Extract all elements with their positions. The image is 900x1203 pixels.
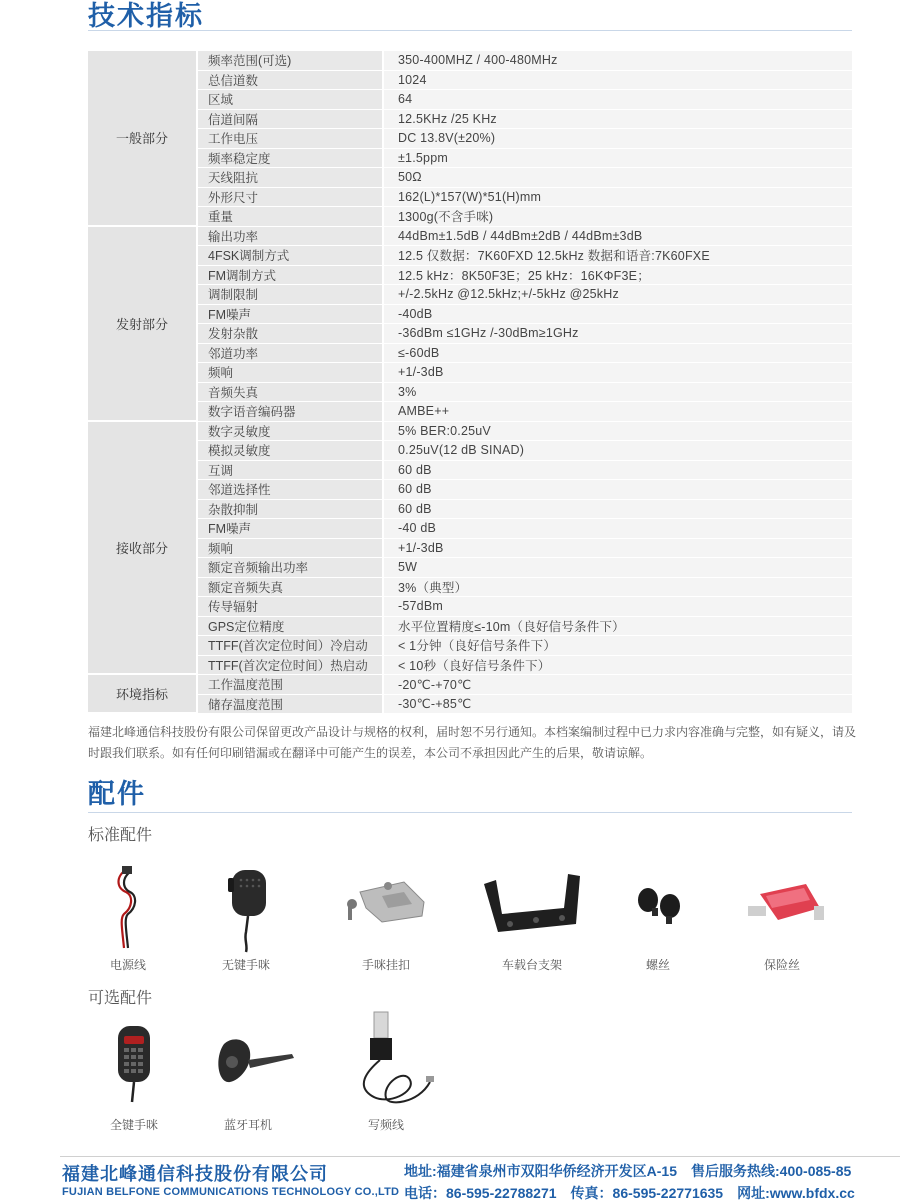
footer-contact-row-1: [404, 1161, 865, 1181]
spec-row: [88, 597, 852, 617]
spec-parameter: 额定音频失真: [198, 578, 384, 598]
spec-category: 发射部分: [88, 227, 198, 422]
spec-parameter: 4FSK调制方式: [198, 246, 384, 266]
spec-value: +1/-3dB: [384, 363, 852, 383]
footer-address: 地址:福建省泉州市双阳华侨经济开发区A-15: [404, 1163, 678, 1179]
spec-value: 1300g(不含手咪): [384, 207, 852, 227]
spec-parameter: 模拟灵敏度: [198, 441, 384, 461]
accessory-power-cable: [68, 862, 188, 973]
spec-value: 60 dB: [384, 461, 852, 481]
footer-rule: [60, 1156, 900, 1157]
spec-value: -30℃-+85℃: [384, 695, 852, 715]
spec-row: [88, 71, 852, 91]
spec-category: 一般部分: [88, 51, 198, 227]
spec-value: 水平位置精度≤-10m（良好信号条件下）: [384, 617, 852, 637]
spec-value: +/-2.5kHz @12.5kHz;+/-5kHz @25kHz: [384, 285, 852, 305]
spec-value: 60 dB: [384, 500, 852, 520]
footer-company-cn: 福建北峰通信科技股份有限公司: [62, 1164, 328, 1185]
spec-row: [88, 305, 852, 325]
spec-parameter: FM噪声: [198, 305, 384, 325]
spec-row: [88, 675, 852, 695]
bluetooth-earpiece-icon: [188, 1022, 308, 1114]
spec-parameter: 区域: [198, 90, 384, 110]
accessory-mount-bracket: [472, 862, 592, 973]
spec-row: [88, 110, 852, 130]
footer-hotline: 售后服务热线:400-085-85: [691, 1163, 852, 1179]
spec-parameter: 互调: [198, 461, 384, 481]
spec-row: [88, 402, 852, 422]
accessory-screws: [598, 862, 718, 973]
spec-value: -20℃-+70℃: [384, 675, 852, 695]
spec-row: [88, 617, 852, 637]
disclaimer-text: 福建北峰通信科技股份有限公司保留更改产品设计与规格的权利，届时恕不另行通知。本档案编制过程中已力求内容准确与完整，如有疑义，请及时跟我们联系。如有任何印刷错漏或在翻译中可能产生的误差，本公司不承担因此产生的后果，敬请谅解。: [88, 725, 857, 760]
spec-value: 64: [384, 90, 852, 110]
spec-value: DC 13.8V(±20%): [384, 129, 852, 149]
spec-parameter: FM噪声: [198, 519, 384, 539]
spec-value: 12.5KHz /25 KHz: [384, 110, 852, 130]
accessory-label: 手咪挂扣: [361, 958, 410, 972]
spec-parameter: 数字语音编码器: [198, 402, 384, 422]
spec-value: 162(L)*157(W)*51(H)mm: [384, 188, 852, 208]
spec-value: 3%: [384, 383, 852, 403]
spec-parameter: 邻道功率: [198, 344, 384, 364]
spec-parameter: 信道间隔: [198, 110, 384, 130]
spec-parameter: 总信道数: [198, 71, 384, 91]
accessory-label: 电源线: [109, 958, 146, 972]
spec-value: < 1分钟（良好信号条件下）: [384, 636, 852, 656]
spec-parameter: 外形尺寸: [198, 188, 384, 208]
keypad-mic-icon: [74, 1022, 194, 1114]
accessory-label: 保险丝: [763, 958, 800, 972]
spec-row: [88, 695, 852, 715]
spec-row: [88, 324, 852, 344]
spec-row: [88, 207, 852, 227]
programming-cable-icon: [326, 1006, 446, 1114]
keyless-mic-icon: [186, 862, 306, 954]
accessory-label: 车载台支架: [501, 958, 562, 972]
spec-row: [88, 636, 852, 656]
accessory-bluetooth-earpiece: [188, 1022, 308, 1133]
spec-row: [88, 363, 852, 383]
spec-value: -57dBm: [384, 597, 852, 617]
mic-hanger-icon: [326, 862, 446, 954]
accessories-title-rule: [88, 812, 852, 813]
spec-parameter: 发射杂散: [198, 324, 384, 344]
spec-row: [88, 188, 852, 208]
spec-parameter: FM调制方式: [198, 266, 384, 286]
spec-parameter: 音频失真: [198, 383, 384, 403]
fuse-icon: [722, 862, 842, 954]
spec-row: [88, 149, 852, 169]
spec-parameter: 储存温度范围: [198, 695, 384, 715]
accessory-programming-cable: [326, 1006, 446, 1133]
spec-parameter: 天线阻抗: [198, 168, 384, 188]
footer-website: 网址:www.bfdx.cc: [737, 1185, 855, 1201]
accessory-label: 全键手咪: [109, 1118, 158, 1132]
spec-row: [88, 461, 852, 481]
spec-value: ≤-60dB: [384, 344, 852, 364]
footer-fax: 传真：86-595-22771635: [570, 1185, 724, 1201]
spec-parameter: 频响: [198, 363, 384, 383]
spec-parameter: 频率范围(可选): [198, 51, 384, 71]
spec-parameter: GPS定位精度: [198, 617, 384, 637]
spec-row: [88, 519, 852, 539]
specs-section-title: 技术指标: [88, 1, 204, 32]
spec-row: [88, 285, 852, 305]
spec-row: [88, 441, 852, 461]
footer-contact-row-2: [404, 1183, 869, 1203]
spec-value: 5W: [384, 558, 852, 578]
spec-value: 60 dB: [384, 480, 852, 500]
optional-accessories-heading: 可选配件: [88, 990, 153, 1007]
spec-parameter: 频率稳定度: [198, 149, 384, 169]
spec-table: [88, 51, 852, 714]
power-cable-icon: [68, 862, 188, 954]
spec-parameter: 邻道选择性: [198, 480, 384, 500]
spec-category: 接收部分: [88, 422, 198, 676]
footer-company-en: FUJIAN BELFONE COMMUNICATIONS TECHNOLOGY CO.,LTD: [62, 1186, 400, 1198]
accessory-label: 螺丝: [645, 958, 670, 972]
spec-row: [88, 266, 852, 286]
spec-row: [88, 500, 852, 520]
spec-value: 1024: [384, 71, 852, 91]
standard-accessories-heading: 标准配件: [88, 827, 153, 844]
spec-parameter: 输出功率: [198, 227, 384, 247]
spec-value: 350-400MHZ / 400-480MHz: [384, 51, 852, 71]
spec-parameter: 额定音频输出功率: [198, 558, 384, 578]
spec-row: [88, 539, 852, 559]
spec-parameter: TTFF(首次定位时间）热启动: [198, 656, 384, 676]
accessory-keypad-mic: [74, 1022, 194, 1133]
accessory-keyless-mic: [186, 862, 306, 973]
spec-row: [88, 168, 852, 188]
spec-parameter: TTFF(首次定位时间）冷启动: [198, 636, 384, 656]
spec-row: [88, 480, 852, 500]
spec-parameter: 杂散抑制: [198, 500, 384, 520]
screws-icon: [598, 862, 718, 954]
spec-value: 0.25uV(12 dB SINAD): [384, 441, 852, 461]
spec-row: [88, 422, 852, 442]
accessory-label: 无键手咪: [221, 958, 270, 972]
accessory-mic-hanger: [326, 862, 446, 973]
footer-phone: 电话：86-595-22788271: [404, 1185, 557, 1201]
accessory-fuse: [722, 862, 842, 973]
accessory-label: 蓝牙耳机: [223, 1118, 272, 1132]
spec-value: 12.5 仅数据：7K60FXD 12.5kHz 数据和语音:7K60FXE: [384, 246, 852, 266]
spec-value: -36dBm ≤1GHz /-30dBm≥1GHz: [384, 324, 852, 344]
spec-row: [88, 578, 852, 598]
spec-value: 3%（典型）: [384, 578, 852, 598]
spec-value: 50Ω: [384, 168, 852, 188]
spec-parameter: 传导辐射: [198, 597, 384, 617]
specs-title-rule: [88, 30, 852, 31]
accessory-label: 写频线: [367, 1118, 404, 1132]
spec-row: [88, 227, 852, 247]
spec-row: [88, 51, 852, 71]
spec-parameter: 数字灵敏度: [198, 422, 384, 442]
spec-value: -40 dB: [384, 519, 852, 539]
spec-value: +1/-3dB: [384, 539, 852, 559]
spec-value: -40dB: [384, 305, 852, 325]
spec-parameter: 工作温度范围: [198, 675, 384, 695]
spec-row: [88, 129, 852, 149]
spec-parameter: 频响: [198, 539, 384, 559]
spec-value: 44dBm±1.5dB / 44dBm±2dB / 44dBm±3dB: [384, 227, 852, 247]
spec-value: < 10秒（良好信号条件下）: [384, 656, 852, 676]
spec-value: ±1.5ppm: [384, 149, 852, 169]
spec-row: [88, 90, 852, 110]
spec-row: [88, 246, 852, 266]
spec-parameter: 工作电压: [198, 129, 384, 149]
spec-row: [88, 558, 852, 578]
spec-category: 环境指标: [88, 675, 198, 714]
spec-row: [88, 383, 852, 403]
spec-row: [88, 656, 852, 676]
accessories-section-title: 配件: [88, 779, 146, 810]
spec-value: 12.5 kHz：8K50F3E；25 kHz：16KΦF3E；: [384, 266, 852, 286]
spec-value: 5% BER:0.25uV: [384, 422, 852, 442]
spec-value: AMBE++: [384, 402, 852, 422]
spec-parameter: 调制限制: [198, 285, 384, 305]
mount-bracket-icon: [472, 862, 592, 954]
spec-row: [88, 344, 852, 364]
spec-parameter: 重量: [198, 207, 384, 227]
